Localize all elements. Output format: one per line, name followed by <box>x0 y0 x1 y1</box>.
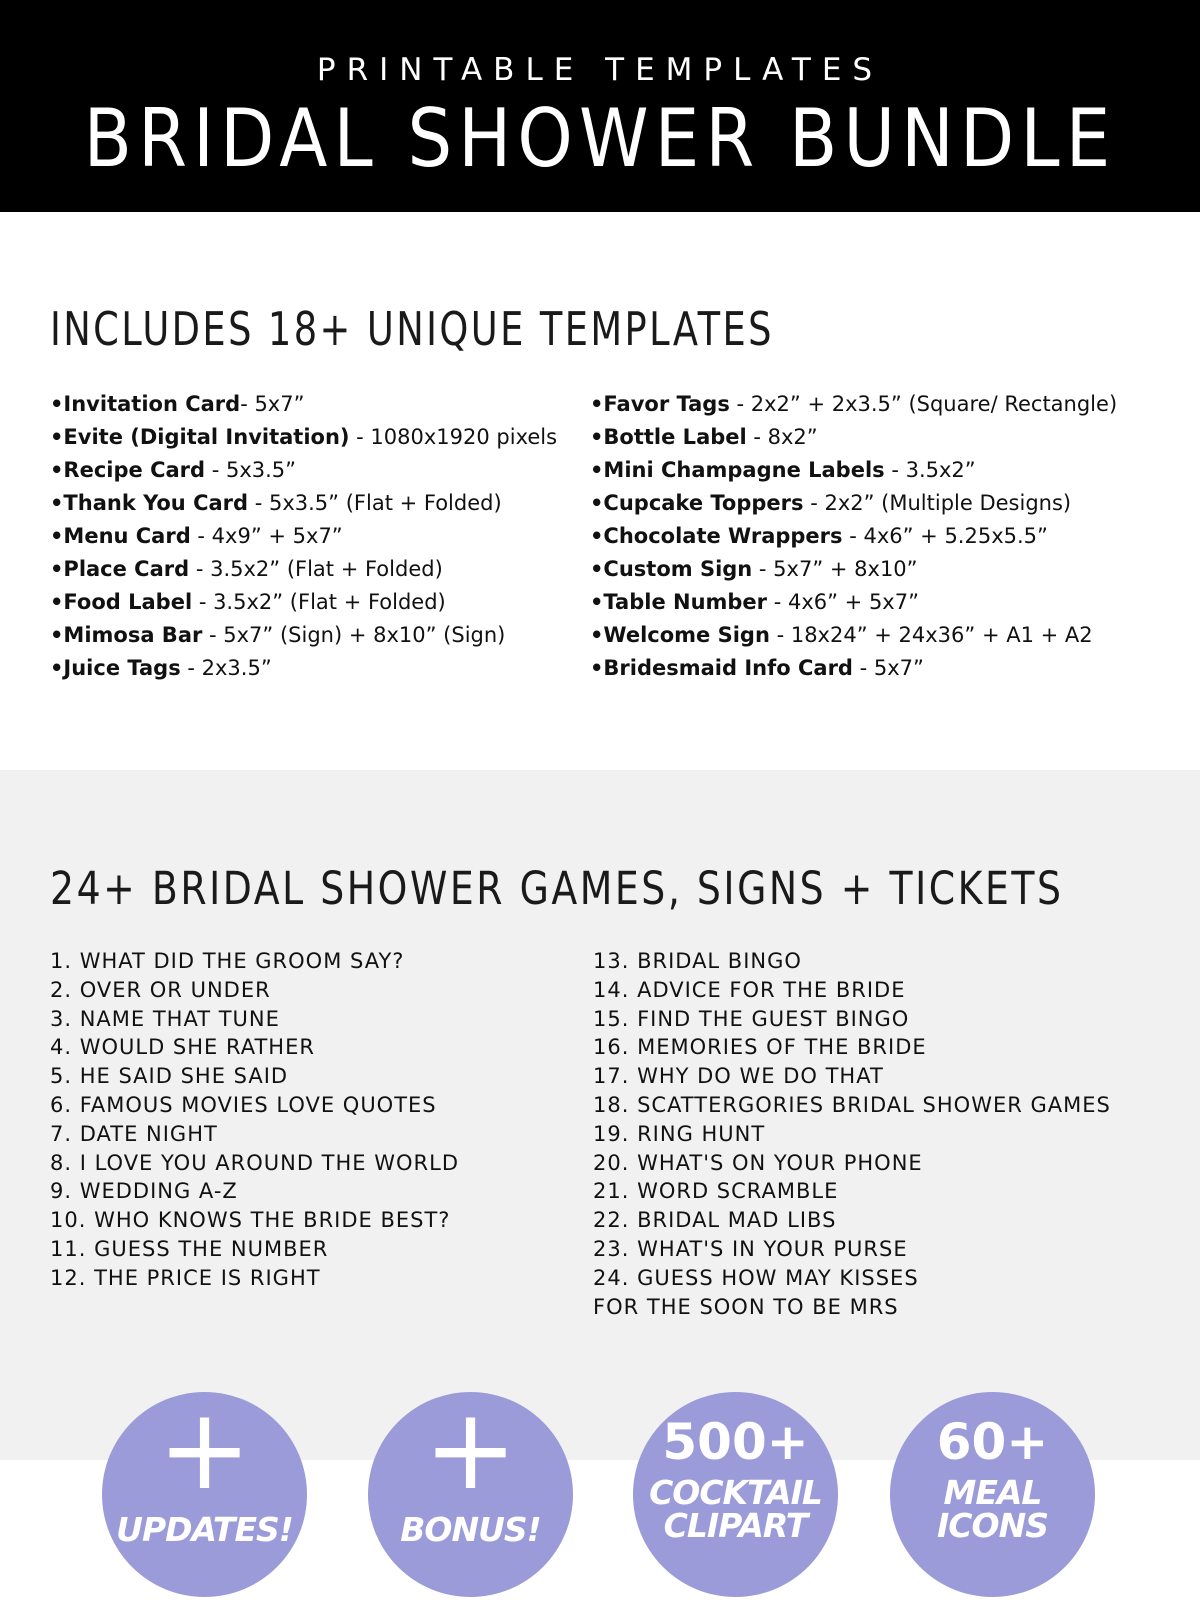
game-item: FOR THE SOON TO BE MRS <box>593 1294 899 1319</box>
updates-badge <box>102 1385 307 1597</box>
header-title: BRIDAL SHOWER BUNDLE <box>83 92 1117 185</box>
game-item: 22. BRIDAL MAD LIBS <box>593 1208 837 1233</box>
template-name: •Custom Sign <box>590 557 753 581</box>
template-item <box>50 619 557 652</box>
template-item <box>50 652 557 685</box>
template-item <box>590 586 1117 619</box>
template-name: •Table Number <box>590 590 768 614</box>
template-name: •Place Card <box>50 557 190 581</box>
template-spec: - 3.5x2” (Flat + Folded) <box>189 557 443 581</box>
game-item: 10. WHO KNOWS THE BRIDE BEST? <box>50 1208 451 1233</box>
template-item <box>50 553 557 586</box>
game-item: 21. WORD SCRAMBLE <box>593 1179 839 1204</box>
game-item: 12. THE PRICE IS RIGHT <box>50 1265 321 1290</box>
template-spec: - 5x7” + 8x10” <box>752 557 918 581</box>
game-item: 23. WHAT'S IN YOUR PURSE <box>593 1236 908 1261</box>
template-spec: - 4x9” + 5x7” <box>190 524 343 548</box>
template-spec: - 5x3.5” <box>205 458 297 482</box>
templates-list-left <box>50 388 557 685</box>
template-item <box>590 619 1117 652</box>
templates-list-right <box>590 388 1117 685</box>
game-item: 16. MEMORIES OF THE BRIDE <box>593 1035 927 1060</box>
template-name: •Invitation Card <box>50 392 241 416</box>
template-spec: - 5x7” <box>852 656 924 680</box>
template-item <box>50 586 557 619</box>
template-spec: - 2x3.5” <box>180 656 272 680</box>
templates-heading: INCLUDES 18+ UNIQUE TEMPLATES <box>50 302 774 356</box>
game-item: 20. WHAT'S ON YOUR PHONE <box>593 1150 923 1175</box>
updates-label: UPDATES! <box>116 1510 293 1549</box>
template-item <box>590 421 1117 454</box>
template-item <box>590 652 1117 685</box>
template-name: •Thank You Card <box>50 491 249 515</box>
meal-count: 60+ <box>936 1413 1049 1471</box>
template-spec: - 5x3.5” (Flat + Folded) <box>248 491 502 515</box>
game-item: 5. HE SAID SHE SAID <box>50 1064 289 1089</box>
template-name: •Bridesmaid Info Card <box>590 656 853 680</box>
template-spec: - 18x24” + 24x36” + A1 + A2 <box>769 623 1093 647</box>
game-item: 14. ADVICE FOR THE BRIDE <box>593 977 906 1002</box>
template-spec: - 4x6” + 5x7” <box>767 590 919 614</box>
template-item <box>50 487 557 520</box>
cocktail-label-line2: CLIPART <box>663 1506 808 1545</box>
template-name: •Favor Tags <box>590 392 730 416</box>
template-name: •Food Label <box>50 590 193 614</box>
header-kicker: PRINTABLE TEMPLATES <box>316 52 884 88</box>
template-spec: - 5x7” (Sign) + 8x10” (Sign) <box>202 623 506 647</box>
meal-label <box>890 1473 1095 1545</box>
template-name: •Chocolate Wrappers <box>590 524 843 548</box>
games-list-right <box>593 947 1111 1321</box>
template-spec: - 5x7” <box>240 392 305 416</box>
template-name: •Juice Tags <box>50 656 181 680</box>
meal-label-line1: MEAL <box>943 1473 1042 1512</box>
template-spec: - 3.5x2” <box>884 458 976 482</box>
header-banner <box>0 0 1200 212</box>
template-spec: - 8x2” <box>746 425 818 449</box>
plus-icon: + <box>423 1385 518 1515</box>
game-item: 17. WHY DO WE DO THAT <box>593 1064 884 1089</box>
games-list-left <box>50 947 459 1293</box>
game-item: 7. DATE NIGHT <box>50 1121 218 1146</box>
game-item: 24. GUESS HOW MAY KISSES <box>593 1265 919 1290</box>
template-spec: - 2x2” (Multiple Designs) <box>803 491 1072 515</box>
template-name: •Mimosa Bar <box>50 623 203 647</box>
plus-icon: + <box>157 1385 252 1515</box>
template-name: •Welcome Sign <box>590 623 770 647</box>
template-name: •Menu Card <box>50 524 191 548</box>
game-item: 2. OVER OR UNDER <box>50 977 271 1002</box>
game-item: 4. WOULD SHE RATHER <box>50 1035 315 1060</box>
template-item <box>50 388 557 421</box>
game-item: 19. RING HUNT <box>593 1121 766 1146</box>
meal-icons-badge <box>890 1392 1095 1597</box>
template-item <box>590 553 1117 586</box>
cocktail-count: 500+ <box>662 1413 809 1471</box>
game-item: 11. GUESS THE NUMBER <box>50 1236 329 1261</box>
template-item <box>50 454 557 487</box>
game-item: 13. BRIDAL BINGO <box>593 949 802 973</box>
games-heading: 24+ BRIDAL SHOWER GAMES, SIGNS + TICKETS <box>50 862 1064 915</box>
bonus-badge <box>368 1385 573 1597</box>
template-item <box>590 520 1117 553</box>
template-name: •Mini Champagne Labels <box>590 458 885 482</box>
game-item: 8. I LOVE YOU AROUND THE WORLD <box>50 1150 459 1175</box>
cocktail-label <box>633 1473 838 1545</box>
game-item: 3. NAME THAT TUNE <box>50 1006 280 1031</box>
cocktail-clipart-badge <box>633 1392 838 1597</box>
template-name: •Recipe Card <box>50 458 206 482</box>
game-item: 6. FAMOUS MOVIES LOVE QUOTES <box>50 1092 437 1117</box>
game-item: 1. WHAT DID THE GROOM SAY? <box>50 949 405 973</box>
bonus-label: BONUS! <box>400 1510 541 1549</box>
template-item <box>50 421 557 454</box>
template-item <box>50 520 557 553</box>
cocktail-label-line1: COCKTAIL <box>649 1473 822 1512</box>
template-item <box>590 487 1117 520</box>
template-spec: - 1080x1920 pixels <box>349 425 558 449</box>
meal-label-line2: ICONS <box>937 1506 1048 1545</box>
game-item: 15. FIND THE GUEST BINGO <box>593 1006 910 1031</box>
template-name: •Bottle Label <box>590 425 747 449</box>
template-spec: - 4x6” + 5.25x5.5” <box>842 524 1048 548</box>
game-item: 9. WEDDING A-Z <box>50 1179 238 1204</box>
template-item <box>590 454 1117 487</box>
template-spec: - 3.5x2” (Flat + Folded) <box>192 590 446 614</box>
template-spec: - 2x2” + 2x3.5” (Square/ Rectangle) <box>729 392 1118 416</box>
template-item <box>590 388 1117 421</box>
template-name: •Cupcake Toppers <box>590 491 804 515</box>
template-name: •Evite (Digital Invitation) <box>50 425 350 449</box>
game-item: 18. SCATTERGORIES BRIDAL SHOWER GAMES <box>593 1092 1111 1117</box>
